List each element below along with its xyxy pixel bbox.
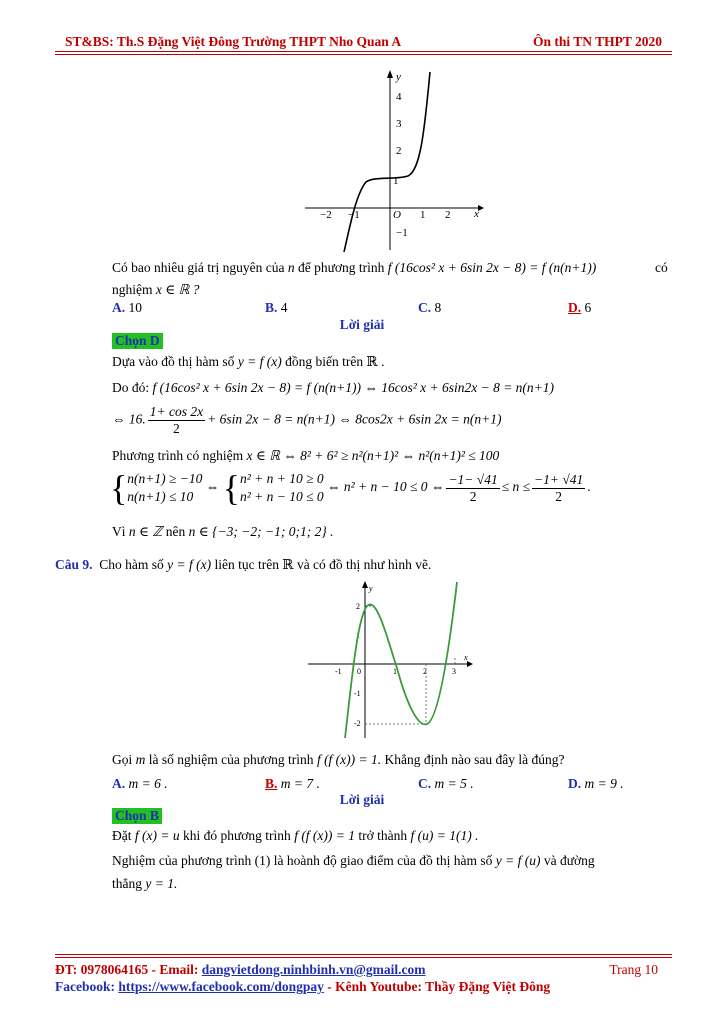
q9-sol-line1	[112, 828, 479, 844]
math: f (x) = u	[134, 828, 180, 843]
option-label: A.	[112, 300, 126, 315]
q8-condition: x ∈ ℝ ?	[155, 282, 200, 297]
footer-social	[55, 979, 550, 995]
brace: {	[110, 468, 128, 508]
tick-y-neg1: -1	[354, 689, 361, 698]
text: khi đó phương trình	[182, 828, 291, 843]
graph-2	[305, 578, 475, 740]
q8-equation: f (16cos² x + 6sin 2x − 8) = f (n(n+1))	[387, 260, 597, 275]
option-value: 8	[434, 300, 442, 315]
option-value: 10	[128, 300, 142, 315]
math: x ∈ ℝ ⇔ 8² + 6² ≥ n²(n+1)² ⇔ n²(n+1)² ≤ 100	[246, 448, 500, 463]
y-axis-arrow	[362, 581, 368, 588]
x-axis-arrow	[467, 661, 473, 667]
tick-x-2: 2	[445, 209, 451, 221]
q9-stem	[55, 557, 431, 573]
q8-option-b[interactable]	[265, 300, 288, 316]
q8-stem-part: nghiệm	[112, 282, 153, 297]
graph-1	[300, 66, 490, 252]
math: f (f (x)) = 1	[294, 828, 356, 843]
footer-fb-label: Facebook:	[55, 979, 115, 994]
math: f (u) = 1(1) .	[410, 828, 479, 843]
q8-stem-line2	[112, 282, 199, 298]
fraction-num: −1+ √41	[534, 471, 584, 487]
math: n ∈ {−3; −2; −1; 0;1; 2} .	[188, 524, 334, 539]
footer-email-link[interactable]: dangvietdong.ninhbinh.vn@gmail.com	[201, 962, 426, 977]
text: Nghiệm của phương trình (1) là hoành độ giao điểm của đồ thị hàm số	[112, 853, 493, 868]
tick-x-3: 3	[452, 667, 456, 676]
system-row: n(n+1) ≤ 10	[127, 489, 194, 504]
math: m	[135, 752, 146, 767]
text: đồng biến trên ℝ .	[285, 354, 385, 369]
q9-chosen-answer: Chọn B	[112, 808, 162, 824]
math: y = f (u)	[495, 853, 541, 868]
math: ⇔ 16.	[112, 411, 146, 427]
option-label: B.	[265, 776, 278, 791]
math: f (f (x)) = 1.	[316, 752, 382, 767]
math: y = f (x)	[237, 354, 282, 369]
q9-option-b[interactable]	[265, 776, 320, 792]
text: Khẳng định nào sau đây là đúng?	[384, 752, 565, 767]
text: và đường	[543, 853, 595, 868]
tick-origin: 0	[357, 667, 361, 676]
header-rule-2	[55, 54, 672, 55]
math: .	[587, 479, 591, 495]
math: f (16cos² x + 6sin 2x − 8) = f (n(n+1)) ⇔ 16cos² x + 6sin2x − 8 = n(n+1)	[152, 380, 555, 395]
text: nên	[165, 524, 186, 539]
tick-y-3: 3	[396, 118, 402, 130]
fraction-den: 2	[469, 488, 477, 504]
q8-sol-line6	[112, 524, 334, 540]
q8-stem-line1	[112, 260, 596, 276]
footer-contact	[55, 962, 426, 978]
option-label: A.	[112, 776, 126, 791]
math: y = 1.	[145, 876, 178, 891]
brace: {	[222, 468, 240, 508]
option-label: D.	[568, 776, 582, 791]
option-value: m = 6 .	[128, 776, 168, 791]
tick-x-neg2: −2	[320, 209, 332, 221]
fraction	[532, 472, 585, 505]
q8-sol-line4	[112, 448, 499, 464]
option-value: 6	[584, 300, 592, 315]
q9-option-c[interactable]	[418, 776, 474, 792]
q9-ask	[112, 752, 565, 768]
tick-x-neg1: -1	[335, 667, 342, 676]
system-row: n² + n − 10 ≤ 0	[239, 489, 324, 504]
tick-y-2: 2	[396, 145, 402, 157]
text: Phương trình có nghiệm	[112, 448, 244, 463]
q8-stem-part: để phương trình	[297, 260, 385, 275]
q9-solution-title: Lời giải	[339, 792, 385, 807]
footer-phone: ĐT: 0978064165 - Email:	[55, 962, 199, 977]
math: + 6sin 2x − 8 = n(n+1) ⇔ 8cos2x + 6sin 2x = n(n+1)	[207, 411, 502, 427]
fraction-num: −1− √41	[448, 471, 498, 487]
tick-origin: O	[393, 209, 401, 221]
text: Dựa vào đồ thị hàm số	[112, 354, 235, 369]
q8-option-c[interactable]	[418, 300, 441, 316]
text: Đặt	[112, 828, 132, 843]
q8-option-a[interactable]	[112, 300, 142, 316]
option-value: 4	[280, 300, 288, 315]
x-axis-label: x	[474, 208, 479, 220]
fraction-den: 2	[555, 488, 563, 504]
system-row: n(n+1) ≥ −10	[127, 471, 203, 486]
footer-rule-2	[55, 957, 672, 958]
text: trở thành	[358, 828, 408, 843]
footer-youtube: - Kênh Youtube: Thầy Đặng Việt Đông	[327, 979, 551, 994]
tick-y-2: 2	[356, 602, 360, 611]
tick-x-1: 1	[420, 209, 426, 221]
header-left: ST&BS: Th.S Đặng Việt Đông Trường THPT Nho Quan A	[65, 34, 402, 49]
y-axis-arrow	[387, 70, 393, 78]
text: liên tục trên ℝ và có đồ thị như hình vẽ.	[214, 557, 432, 572]
tick-y-neg2: -2	[354, 719, 361, 728]
x-axis-label: x	[464, 653, 468, 662]
q8-option-d[interactable]	[568, 300, 591, 316]
q8-var-n: n	[287, 260, 295, 275]
option-label: C.	[418, 776, 432, 791]
math: ≤ n ≤	[501, 479, 531, 495]
option-label: D.	[568, 300, 582, 315]
q9-option-a[interactable]	[112, 776, 168, 792]
system-2	[240, 470, 324, 506]
q9-sol-line3	[112, 876, 177, 892]
tick-y-neg1: −1	[396, 227, 408, 239]
option-label: C.	[418, 300, 432, 315]
option-label: B.	[265, 300, 278, 315]
tick-x-2: 2	[423, 667, 427, 676]
q8-solution-title: Lời giải	[339, 317, 385, 332]
header-rule	[55, 51, 672, 52]
fraction-num: 1+ cos 2x	[149, 404, 204, 419]
math: ⇔ n² + n − 10 ≤ 0 ⇔	[327, 479, 445, 495]
q9-option-d[interactable]	[568, 776, 624, 792]
curve-2	[345, 582, 457, 738]
q8-chosen-answer: Chọn D	[112, 333, 163, 349]
text: Cho hàm số	[99, 557, 164, 572]
tick-x-1: 1	[393, 667, 397, 676]
fraction	[446, 472, 499, 505]
system-row: n² + n + 10 ≥ 0	[239, 471, 324, 486]
option-value: m = 5 .	[434, 776, 474, 791]
page-number: Trang 10	[609, 962, 658, 977]
x-axis-arrow	[478, 205, 484, 211]
tick-x-neg1: −1	[348, 209, 360, 221]
math: n ∈ ℤ	[128, 524, 163, 539]
q8-sol-line3	[112, 404, 501, 437]
math: ⇔	[205, 479, 220, 495]
tick-y-4: 4	[396, 91, 402, 103]
fraction-den: 2	[173, 421, 180, 436]
question-label: Câu 9.	[55, 557, 93, 572]
text: Gọi	[112, 752, 133, 767]
system-1	[127, 470, 202, 506]
footer-fb-link[interactable]: https://www.facebook.com/dongpay	[118, 979, 324, 994]
text: thẳng	[112, 876, 142, 891]
q8-stem-part: Có bao nhiêu giá trị nguyên của	[112, 260, 285, 275]
tick-y-1: 1	[393, 175, 399, 187]
y-axis-label: y	[369, 584, 373, 593]
fraction	[148, 404, 205, 437]
text: Vì	[112, 524, 126, 539]
header-right: Ôn thi TN THPT 2020	[532, 34, 662, 49]
q8-sol-line2	[112, 380, 554, 396]
tick-y-1: 1	[356, 631, 360, 640]
q8-stem-co: có	[655, 260, 668, 275]
text: Do đó:	[112, 380, 150, 395]
y-axis-label: y	[396, 71, 401, 83]
q9-sol-line2	[112, 853, 595, 869]
text: là số nghiệm của phương trình	[148, 752, 314, 767]
footer-rule	[55, 954, 672, 955]
q8-sol-line5	[110, 470, 591, 506]
q8-sol-line1	[112, 354, 384, 370]
option-value: m = 7 .	[280, 776, 320, 791]
math: y = f (x)	[167, 557, 212, 572]
option-value: m = 9 .	[584, 776, 624, 791]
curve-1	[344, 72, 430, 252]
